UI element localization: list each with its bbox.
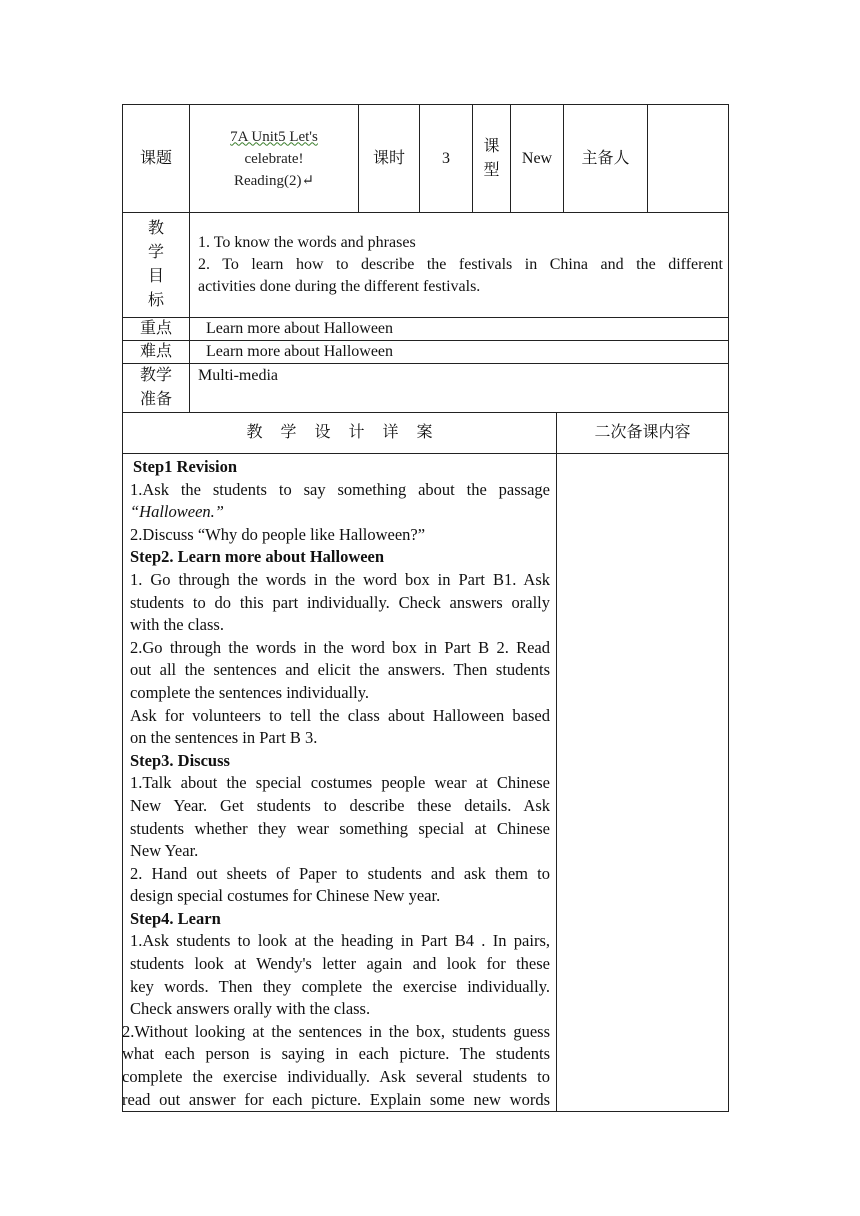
- design-heading-char: 学: [280, 424, 297, 441]
- design-line: 1. Go through the words in the word box in Part B1. Ask: [130, 569, 550, 589]
- design-line: what each person is saying in each picture. The students: [122, 1044, 550, 1064]
- design-line: on the sentences in Part B 3.: [130, 728, 318, 748]
- subject-value-line2: celebrate!: [244, 150, 304, 167]
- design-heading-char: 计: [348, 424, 365, 441]
- design-line: 1.Ask students to look at the heading in Part B4 . In pairs,: [130, 931, 550, 951]
- type-label: [473, 105, 511, 213]
- design-line: Step1 Revision: [133, 457, 238, 476]
- type-value: New: [511, 105, 564, 213]
- design-line: students to do this part individually. Check answers orally: [130, 592, 550, 612]
- objective-line-3: activities done during the different festivals.: [198, 278, 481, 295]
- design-line: New Year. Get students to describe these details. Ask: [130, 795, 550, 815]
- design-line: Step3. Discuss: [130, 750, 230, 770]
- lesson-plan-table: [122, 104, 728, 1112]
- design-heading-char: 教: [246, 424, 263, 441]
- design-line: read out answer for each picture. Explain some new words: [122, 1089, 550, 1109]
- preparation-value: Multi-media: [190, 364, 729, 413]
- subject-label: 课题: [123, 105, 190, 213]
- design-line: with the class.: [130, 615, 224, 635]
- preparation-row: [123, 364, 729, 413]
- design-line: New Year.: [130, 841, 199, 861]
- design-body-row: [123, 454, 729, 1112]
- preparer-value: [648, 105, 729, 213]
- design-line: key words. Then they complete the exercise individually.: [130, 976, 550, 996]
- type-label-char: 课: [483, 137, 500, 155]
- design-line: students look at Wendy's letter again and look for these: [130, 954, 550, 974]
- subject-value-line3: Reading(2)↵: [233, 172, 315, 189]
- objective-line-2: 2. To learn how to describe the festivals in China and the different: [198, 256, 723, 273]
- type-label-char: 型: [483, 161, 500, 179]
- objectives-label-char: 标: [147, 292, 164, 309]
- header-row: [123, 105, 729, 213]
- design-line: design special costumes for Chinese New year.: [130, 886, 441, 906]
- design-line: 1.Ask the students to say something about the passage: [130, 479, 550, 499]
- objective-line-1: 1. To know the words and phrases: [198, 234, 416, 251]
- secondary-prep-content: [557, 454, 729, 1112]
- objectives-label-char: 学: [147, 244, 164, 261]
- design-line: 2. Hand out sheets of Paper to students and ask them to: [130, 863, 550, 883]
- design-heading: [123, 413, 557, 454]
- objectives-row: [123, 213, 729, 318]
- design-line: Ask for volunteers to tell the class about Halloween based: [130, 705, 550, 725]
- difficulty-label: 难点: [123, 341, 190, 364]
- design-heading-row: [123, 413, 729, 454]
- design-line: “Halloween.”: [130, 502, 224, 522]
- difficulty-row: [123, 341, 729, 364]
- design-heading-char: 详: [382, 424, 399, 441]
- objectives-label: [123, 213, 190, 318]
- design-line: 2.Discuss “Why do people like Halloween?”: [130, 524, 426, 544]
- design-line: 2.Go through the words in the word box in Part B 2. Read: [130, 637, 550, 657]
- objectives-text: [190, 213, 729, 318]
- subject-value: [190, 105, 359, 213]
- design-line: complete the exercise individually. Ask several students to: [122, 1067, 550, 1087]
- design-body: [123, 454, 557, 1112]
- preparer-label: 主备人: [564, 105, 648, 213]
- design-line: Step4. Learn: [130, 908, 221, 928]
- preparation-label: [123, 364, 190, 413]
- design-line: 2.Without looking at the sentences in the box, students guess: [122, 1021, 550, 1041]
- preparation-label-line: 准备: [139, 391, 172, 408]
- design-line: complete the sentences individually.: [130, 682, 370, 702]
- objectives-label-char: 教: [147, 220, 164, 237]
- secondary-prep-heading: 二次备课内容: [557, 413, 729, 454]
- key-point-label: 重点: [123, 318, 190, 341]
- design-line: 1.Talk about the special costumes people wear at Chinese: [130, 773, 550, 793]
- design-heading-char: 案: [416, 424, 433, 441]
- period-value: 3: [420, 105, 473, 213]
- period-label: 课时: [359, 105, 420, 213]
- design-line: students whether they wear something special at Chinese: [130, 818, 550, 838]
- key-point-row: [123, 318, 729, 341]
- design-line: out all the sentences and elicit the answers. Then students: [130, 660, 550, 680]
- subject-value-line1: 7A Unit5 Let's: [230, 128, 318, 145]
- design-line: Check answers orally with the class.: [130, 999, 371, 1019]
- difficulty-value: Learn more about Halloween: [190, 341, 729, 364]
- design-line: Step2. Learn more about Halloween: [130, 547, 385, 567]
- key-point-value: Learn more about Halloween: [190, 318, 729, 341]
- preparation-label-line: 教学: [139, 367, 172, 384]
- objectives-label-char: 目: [147, 268, 164, 285]
- design-heading-char: 设: [314, 424, 331, 441]
